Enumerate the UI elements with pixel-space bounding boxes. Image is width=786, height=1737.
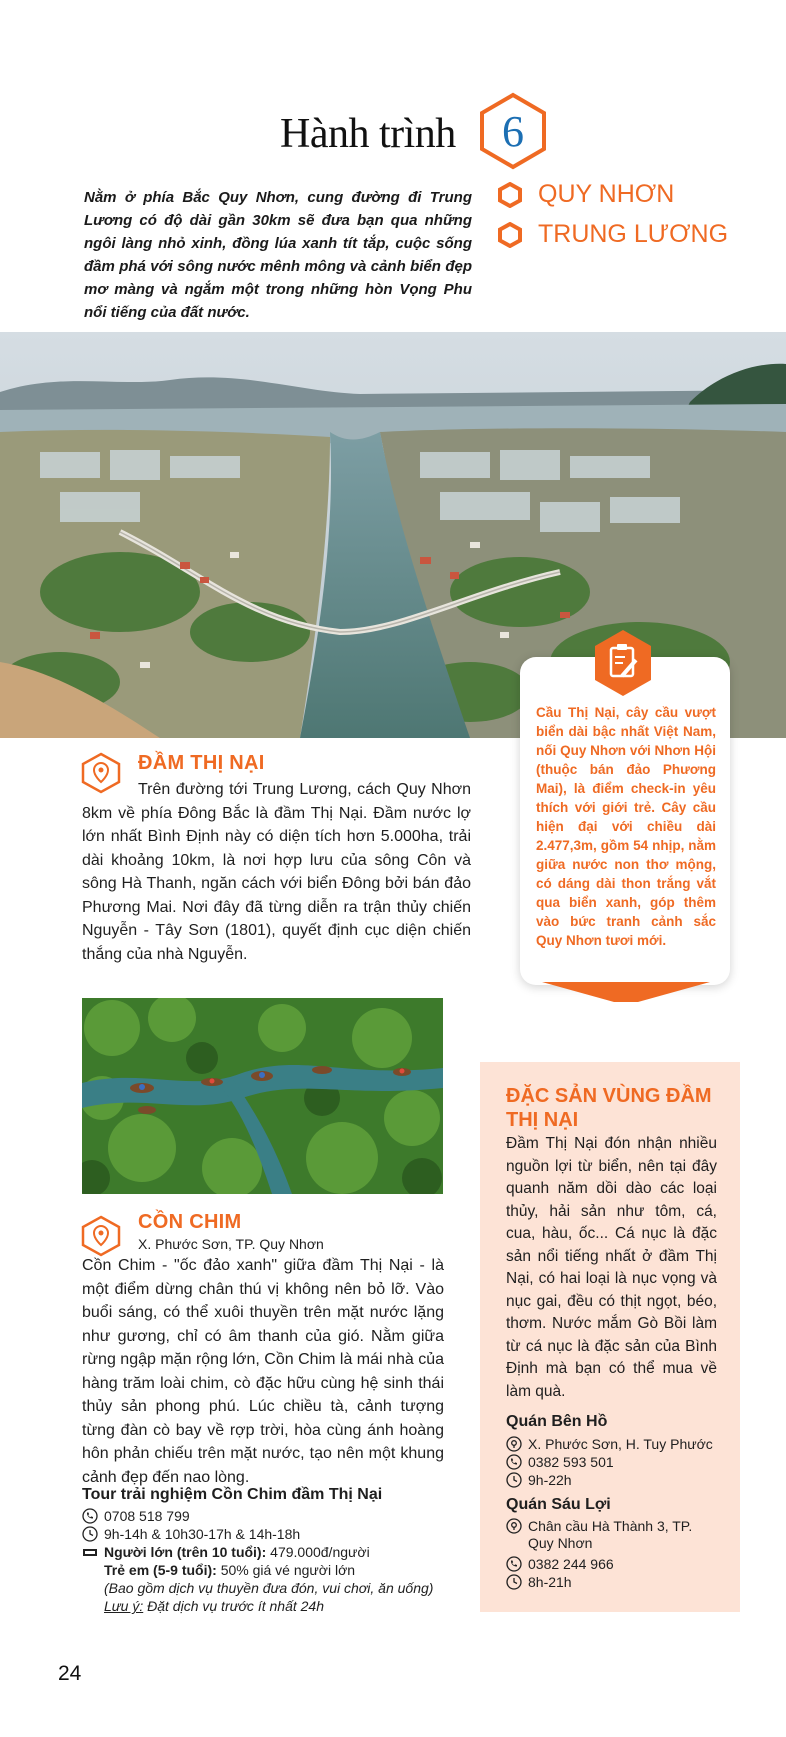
tour-adult-row [82, 1544, 370, 1561]
shop-2-phone-row [506, 1556, 614, 1573]
child-price: 50% giá vé người lớn [220, 1562, 356, 1578]
section-body-dam-thi-nai: Trên đường tới Trung Lương, cách Quy Nhơn 8km về phía Đông Bắc là đầm Thị Nại. Đầm nước lợ lớn nhất Bình Định này có diện tích hơn 5.000ha, trải dài khoảng 10km, là nơi hợp lưu của sông Côn và sông Hà Thanh, ngăn cách với biển Đông bởi bán đảo Phương Mai. Nơi đây đã từng diễn ra trận thủy chiến Nguyễn - Tây Sơn (1801), quyết định cục diện chiến thắng của nhà Nguyễn. [82, 781, 471, 963]
specialty-body: Đầm Thị Nại đón nhận nhiều nguồn lợi từ biển, nên tại đây quanh năm dồi dào các loại thủy, hải sản như tôm, cá, cua, hàu, ốc... Cá nục là đặc sản nổi tiếng nhất ở đầm Thị Nại, có hai loại là nục vọng và nục gai, đều có thịt ngọt, béo, thơm. Nước mắm Gò Bồi làm từ cá nục là đặc sản của Bình Định mà bạn có thể mua về làm quà. [506, 1135, 717, 1400]
hexagon-bullet-icon [498, 222, 522, 248]
shop-1-name: Quán Bên Hồ [506, 1413, 608, 1430]
tour-advice-row [104, 1598, 324, 1615]
location-pin-icon [506, 1436, 522, 1452]
hexagon-bullet-icon [498, 182, 522, 208]
shop-1-phone-row [506, 1454, 614, 1471]
adult-label: Người lớn (trên 10 tuổi): [104, 1544, 267, 1560]
bridge-callout-text: Cầu Thị Nại, cây cầu vượt biển dài bậc nhất Việt Nam, nối Quy Nhơn với Nhơn Hội (thuộc bán đảo Phương Mai), là điểm check-in yêu thích với giới trẻ. Cây cầu hiện đại với chiều dài 2.477,3m, gồm 54 nhịp, nằm giữa nước non thơ mộng, có dáng dài thon trắng vắt qua biển xanh, góp thêm vào bức tranh cảnh sắc Quy Nhơn tươi mới. [536, 705, 716, 948]
tour-child-row [104, 1562, 355, 1579]
phone-icon [506, 1556, 522, 1572]
chapter-title: Hành trình [280, 111, 456, 157]
shop-2-address-row [506, 1518, 706, 1552]
shop-1-address: X. Phước Sơn, H. Tuy Phước [528, 1436, 713, 1452]
shop-2-name: Quán Sáu Lợi [506, 1496, 611, 1513]
page-number: 24 [58, 1662, 82, 1685]
con-chim-address: X. Phước Sơn, TP. Quy Nhơn [138, 1236, 324, 1252]
location-pin-icon [506, 1518, 522, 1534]
tour-hours: 9h-14h & 10h30-17h & 14h-18h [104, 1526, 301, 1542]
destination-2: TRUNG LƯƠNG [538, 220, 729, 248]
section-title-dam-thi-nai: ĐẦM THỊ NẠI [138, 752, 265, 774]
destination-1: QUY NHƠN [538, 180, 675, 208]
child-label: Trẻ em (5-9 tuổi): [104, 1562, 217, 1578]
specialty-title: ĐẶC SẢN VÙNG ĐẦM THỊ NẠI [506, 1085, 712, 1131]
ticket-icon [82, 1544, 98, 1560]
tour-title: Tour trải nghiệm Cồn Chim đầm Thị Nại [82, 1486, 383, 1503]
shop-2-address: Chân cầu Hà Thành 3, TP. Quy Nhơn [528, 1518, 693, 1551]
advice-text: Đặt dịch vụ trước ít nhất 24h [147, 1598, 324, 1614]
tour-hours-row [82, 1526, 300, 1543]
phone-icon [82, 1508, 98, 1524]
shop-1-hours-row [506, 1472, 572, 1489]
chapter-number: 6 [502, 107, 524, 156]
callout-pointer [542, 982, 710, 1002]
shop-1-phone: 0382 593 501 [528, 1454, 614, 1470]
adult-price: 479.000đ/người [270, 1544, 370, 1560]
clock-icon [82, 1526, 98, 1542]
advice-label: Lưu ý: [104, 1598, 144, 1614]
shop-2-hours-row [506, 1574, 572, 1591]
section-title-con-chim: CỒN CHIM [138, 1211, 242, 1233]
phone-icon [506, 1454, 522, 1470]
shop-1-address-row [506, 1436, 713, 1453]
tour-phone: 0708 518 799 [104, 1508, 190, 1524]
clock-icon [506, 1472, 522, 1488]
clipboard-pencil-icon [592, 628, 654, 698]
mangrove-boats-photo [82, 998, 443, 1194]
section-body-con-chim: Cồn Chim - "ốc đảo xanh" giữa đầm Thị Nại - là một điểm dừng chân thú vị không nên bỏ lỡ. Vào buổi sáng, có thể xuôi thuyền trên mặt nước lặng như gương, chỉ có âm thanh của gió. Nằm giữa rừng ngập mặn rộng lớn, Cồn Chim là mái nhà của hàng trăm loài chim, cò đặc hữu cùng hệ sinh thái thủy sản phong phú. Lúc chiều tà, cảnh tượng từng đàn cò bay về rợp trời, hòa cùng ánh hoàng hôn phản chiếu trên mặt nước, tạo nên một khung cảnh đẹp đến nao lòng. [82, 1257, 444, 1486]
clock-icon [506, 1574, 522, 1590]
tour-note: (Bao gồm dịch vụ thuyền đưa đón, vui chơi, ăn uống) [104, 1580, 434, 1596]
shop-2-phone: 0382 244 966 [528, 1556, 614, 1572]
shop-2-hours: 8h-21h [528, 1574, 572, 1590]
tour-phone-row [82, 1508, 190, 1525]
intro-paragraph: Nằm ở phía Bắc Quy Nhơn, cung đường đi Trung Lương có độ dài gần 30km sẽ đưa bạn qua những ngôi làng nhỏ xinh, đồng lúa xanh tít tắp, cuộc sống đầm phá với sông nước mênh mông và cảnh biển đẹp mơ màng và ngắm một trong những hòn Vọng Phu nổi tiếng của đất nước. [84, 189, 472, 321]
shop-1-hours: 9h-22h [528, 1472, 572, 1488]
location-pin-icon [80, 1215, 122, 1257]
